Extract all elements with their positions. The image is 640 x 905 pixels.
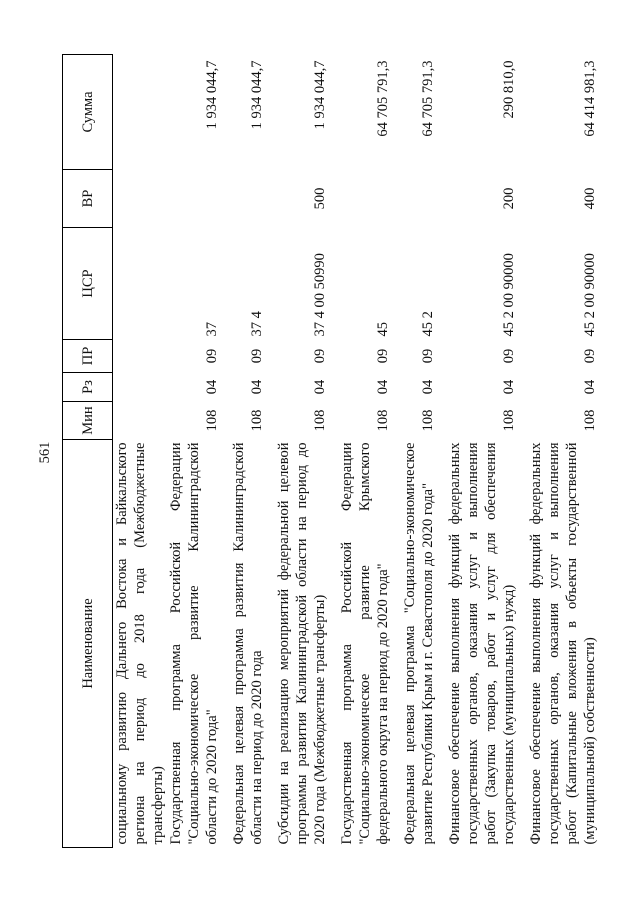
table-row [329, 55, 392, 848]
pr-cell [113, 340, 168, 373]
min-cell: 108 [204, 409, 220, 432]
header-sum: Сумма [63, 55, 113, 170]
name-line: 2020 года (Межбюджетные трансферты) [312, 594, 328, 845]
vr-cell [167, 170, 221, 228]
header-pr: ПР [63, 340, 113, 373]
sum-cell: 64 705 791,3 [420, 60, 436, 137]
table-body [113, 55, 600, 848]
sum-cell: 1 934 044,7 [312, 60, 328, 130]
min-cell: 108 [420, 409, 436, 432]
name-line: региона на период до 2018 года (Межбюджетные [132, 442, 148, 845]
header-row [63, 55, 113, 848]
vr-cell: 400 [582, 187, 598, 210]
name-line: Финансовое обеспечение выполнения функций федеральных [528, 442, 544, 845]
pr-cell: 09 [501, 348, 517, 364]
name-line: государственных органов, оказания услуг и выполнения [546, 442, 562, 845]
name-line: Федеральная целевая программа "Социально-экономическое [402, 442, 418, 845]
pr-cell: 09 [375, 348, 391, 364]
name-line: области до 2020 года" [204, 709, 220, 845]
name-line: Субсидии на реализацию мероприятий федеральной целевой [276, 442, 292, 845]
sum-cell: 290 810,0 [501, 60, 517, 119]
csr-cell: 45 2 00 90000 [501, 253, 517, 337]
budget-table [62, 54, 599, 848]
pr-cell: 09 [312, 348, 328, 364]
csr-cell: 37 [204, 322, 220, 337]
header-min: Мин [63, 402, 113, 440]
min-cell: 108 [375, 409, 391, 432]
table-row [518, 55, 599, 848]
table-header [63, 55, 113, 848]
rz-cell: 04 [582, 379, 598, 395]
vr-cell: 200 [501, 187, 517, 210]
name-cell [167, 440, 221, 848]
name-line: программы развития Калининградской области на период до [294, 442, 310, 845]
pr-cell: 09 [420, 348, 436, 364]
table-row [221, 55, 266, 848]
name-line: Федеральная целевая программа развития Калининградской [231, 442, 247, 845]
table-row [113, 55, 168, 848]
name-line: государственных органов, оказания услуг и выполнения [465, 442, 481, 845]
rz-cell: 04 [249, 379, 265, 395]
name-line: Финансовое обеспечение выполнения функций федеральных [447, 442, 463, 845]
name-line: области на период до 2020 года [249, 650, 265, 845]
csr-cell: 37 4 [249, 311, 265, 337]
name-line: государственных (муниципальных) нужд) [501, 584, 517, 845]
rz-cell [113, 373, 168, 402]
vr-cell [329, 170, 392, 228]
sum-cell: 64 705 791,3 [375, 60, 391, 137]
header-rz: Рз [63, 373, 113, 402]
name-cell [221, 440, 266, 848]
rz-cell: 04 [420, 379, 436, 395]
rz-cell: 04 [204, 379, 220, 395]
table-row [167, 55, 221, 848]
pr-cell: 09 [204, 348, 220, 364]
rz-cell: 04 [375, 379, 391, 395]
name-line: (муниципальной) собственности) [582, 637, 598, 845]
sum-cell: 1 934 044,7 [204, 60, 220, 130]
name-line: "Социально-экономическое развитие Калининградской [186, 442, 202, 845]
header-vr: ВР [63, 170, 113, 228]
rz-cell: 04 [501, 379, 517, 395]
pr-cell: 09 [249, 348, 265, 364]
csr-cell [113, 228, 168, 340]
sum-cell [113, 55, 168, 170]
table-row [266, 55, 329, 848]
name-cell [329, 440, 392, 848]
header-csr: ЦСР [63, 228, 113, 340]
min-cell [113, 402, 168, 440]
min-cell: 108 [582, 409, 598, 432]
name-line: трансферты) [150, 766, 166, 845]
csr-cell: 45 2 [420, 311, 436, 337]
name-line: работ (Закупка товаров, работ и услуг для обеспечения [483, 442, 499, 845]
rz-cell: 04 [312, 379, 328, 395]
pr-cell: 09 [582, 348, 598, 364]
vr-cell [221, 170, 266, 228]
page-number: 561 [37, 441, 53, 464]
csr-cell: 45 [375, 322, 391, 337]
min-cell: 108 [501, 409, 517, 432]
min-cell: 108 [249, 409, 265, 432]
name-line: Государственная программа Российской Федерации [168, 442, 184, 845]
name-cell [113, 440, 168, 848]
sum-cell: 1 934 044,7 [249, 60, 265, 130]
name-cell [266, 440, 329, 848]
vr-cell [392, 170, 437, 228]
name-line: развитие Республики Крым и г. Севастополя до 2020 года" [420, 482, 436, 845]
sum-cell: 64 414 981,3 [582, 60, 598, 137]
csr-cell: 37 4 00 50990 [312, 253, 328, 337]
header-name: Наименование [63, 440, 113, 848]
vr-cell: 500 [312, 187, 328, 210]
name-cell [518, 440, 599, 848]
name-line: "Социально-экономическое развитие Крымского [357, 442, 373, 845]
name-cell [437, 440, 518, 848]
min-cell: 108 [312, 409, 328, 432]
name-cell [392, 440, 437, 848]
table-row [437, 55, 518, 848]
name-line: работ (Капитальные вложения в объекты государственной [564, 442, 580, 845]
vr-cell [113, 170, 168, 228]
table-row [392, 55, 437, 848]
csr-cell: 45 2 00 90000 [582, 253, 598, 337]
name-line: федерального округа на период до 2020 года" [375, 563, 391, 845]
name-line: Государственная программа Российской Федерации [339, 442, 355, 845]
name-line: социальному развитию Дальнего Востока и Байкальского [114, 442, 130, 845]
